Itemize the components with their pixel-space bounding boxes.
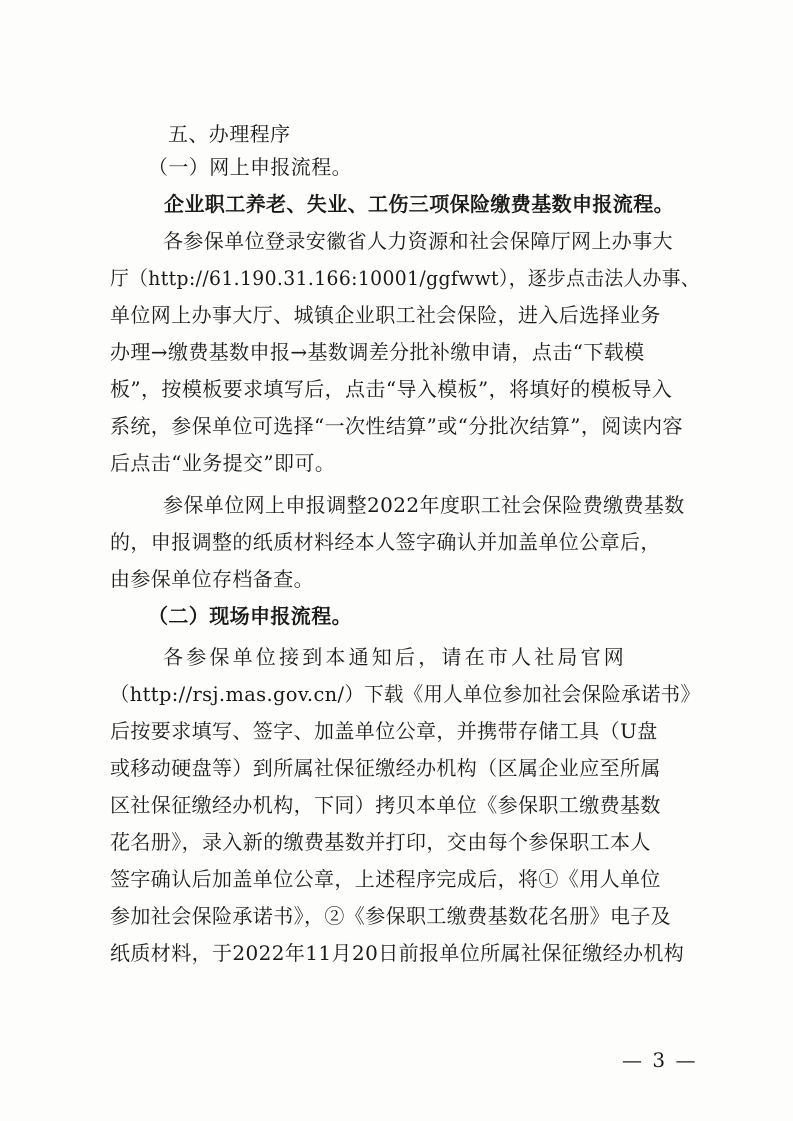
paragraph-line: 的，申报调整的纸质材料经本人签字确认并加盖单位公章后， [110,530,661,554]
paragraph-line: 区社保征缴经办机构，下同）拷贝本单位《参保职工缴费基数 [110,793,661,817]
section-heading: 五、办理程序 [168,122,291,146]
subsection-1-bold-title: 企业职工养老、失业、工伤三项保险缴费基数申报流程。 [164,192,674,216]
page-number: — 3 — [622,1048,698,1072]
paragraph-line: 花名册》，录入新的缴费基数并打印，交由每个参保职工本人 [110,830,651,854]
paragraph-line: 参加社会保险承诺书》，②《参保职工缴费基数花名册》电子及 [110,904,672,928]
paragraph-line: 各参保单位登录安徽省人力资源和社会保障厅网上办事大 [163,229,673,253]
paragraph-line: 参保单位网上申报调整2022年度职工社会保险费缴费基数 [163,493,685,517]
paragraph-line: 签字确认后加盖单位公章，上述程序完成后，将①《用人单位 [110,867,661,891]
paragraph-line: 纸质材料，于2022年11月20日前报单位所属社保征缴经办机构 [110,941,685,965]
subsection-2-heading: （二）现场申报流程。 [148,604,352,628]
paragraph-line: 或移动硬盘等）到所属社保征缴经办机构（区属企业应至所属 [110,756,661,780]
paragraph-line: 系统，参保单位可选择“一次性结算”或“分批次结算”，阅读内容 [110,414,683,438]
paragraph-line: 板”，按模板要求填写后，点击“导入模板”，将填好的模板导入 [110,377,673,401]
paragraph-line: 后按要求填写、签字、加盖单位公章，并携带存储工具（U盘 [110,719,658,743]
paragraph-line: 办理→缴费基数申报→基数调差分批补缴申请，点击“下载模 [110,340,645,364]
paragraph-line: 单位网上办事大厅、城镇企业职工社会保险，进入后选择业务 [110,303,661,327]
paragraph-line: 厅（http://61.190.31.166:10001/ggfwwt），逐步点击法人办事、 [110,266,701,290]
paragraph-line: （http://rsj.mas.gov.cn/）下载《用人单位参加社会保险承诺书》 [110,682,701,706]
subsection-1-heading: （一）网上申报流程。 [148,155,352,179]
paragraph-line: 各参保单位接到本通知后，请在市人社局官网 [163,645,627,669]
paragraph-line: 由参保单位存档备查。 [110,567,314,591]
paragraph-line: 后点击“业务提交”即可。 [110,451,336,475]
